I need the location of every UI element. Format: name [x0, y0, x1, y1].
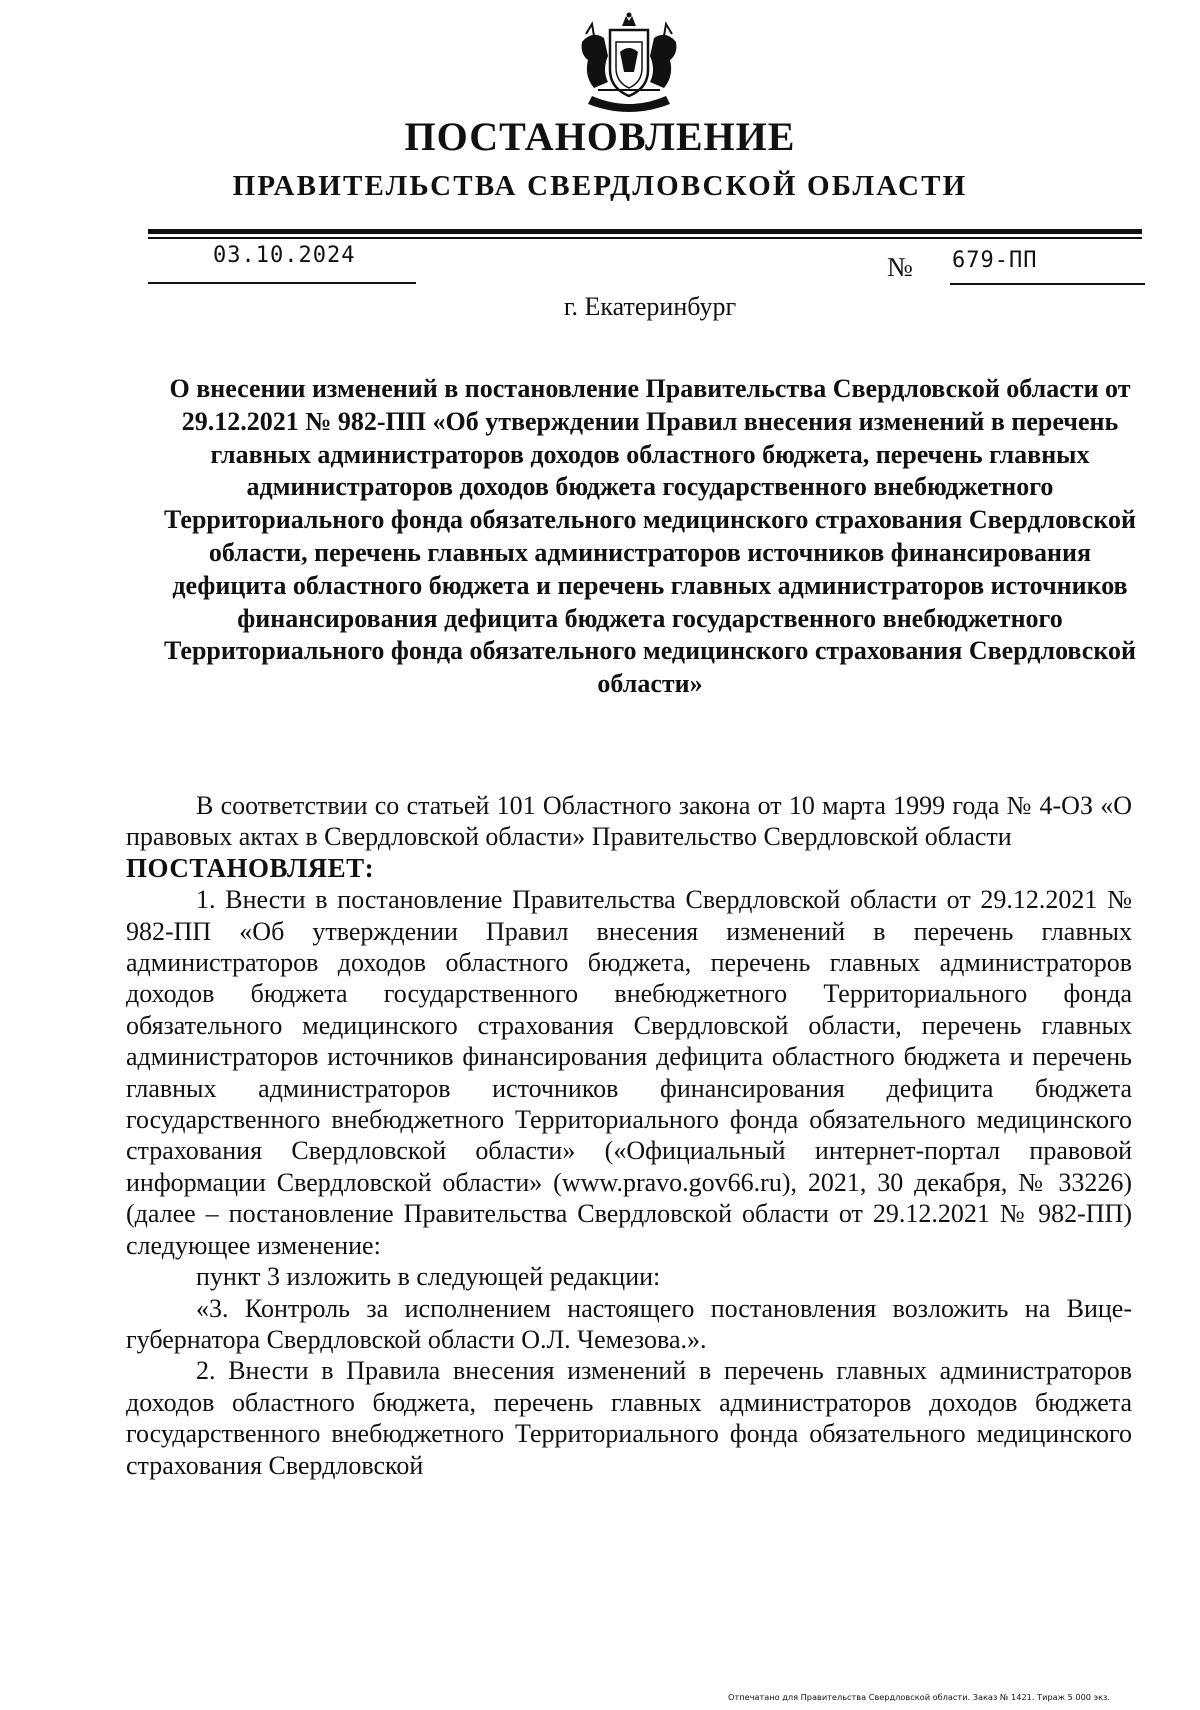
- document-subtitle: ПРАВИТЕЛЬСТВА СВЕРДЛОВСКОЙ ОБЛАСТИ: [232, 170, 968, 202]
- paragraph-3: «3. Контроль за исполнением настоящего постановления возложить на Вице-губернатора Свердловской области О.Л. Чемезова.».: [126, 1293, 1132, 1354]
- document-date: 03.10.2024: [213, 243, 356, 268]
- document-number: 679-ПП: [952, 248, 1038, 273]
- document-city: г. Екатеринбург: [563, 292, 737, 321]
- paragraph-1: 1. Внести в постановление Правительства Свердловской области от 29.12.2021 № 982-ПП «Об утверждении Правил внесения изменений в перечень главных администраторов доходов областного бюджета, перечень главных администраторов доходов бюджета государственного внебюджетного Территориального фонда обязательного медицинского страхования Свердловской области, перечень главных администраторов источников финансирования дефицита областного бюджета и перечень главных администраторов источников финансирования дефицита бюджета государственного внебюджетного Территориального фонда обязательного медицинского страхования Свердловской области» («Официальный интернет-портал правовой информации Свердловской области» (www.pravo.gov66.ru), 2021, 30 декабря, № 33226) (далее – постановление Правительства Свердловской области от 29.12.2021 № 982-ПП) следующее изменение:: [126, 885, 1132, 1260]
- paragraph-4: 2. Внести в Правила внесения изменений в перечень главных администраторов доходов областного бюджета, перечень главных администраторов доходов бюджета государственного внебюджетного Территориального фонда обязательного медицинского страхования Свердловской: [126, 1356, 1132, 1480]
- print-footer: Отпечатано для Правительства Свердловской области. Заказ № 1421. Тираж 5 000 экз.: [728, 1692, 1111, 1702]
- document-heading: О внесении изменений в постановление Правительства Свердловской области от 29.12.2021 № 982-ПП «Об утверждении Правил внесения изменений в перечень главных администраторов доходов областного бюджета, перечень главных администраторов доходов бюджета государственного внебюджетного Территориального фонда обязательного медицинского страхования Свердловской области, перечень главных администраторов источников финансирования дефицита областного бюджета и перечень главных администраторов источников финансирования дефицита бюджета государственного внебюджетного Территориального фонда обязательного медицинского страхования Свердловской области»: [164, 374, 1136, 699]
- coat-of-arms-emblem: [574, 12, 684, 116]
- decree-word: ПОСТАНОВЛЯЕТ:: [126, 852, 375, 883]
- header-rule-thin: [148, 237, 1142, 239]
- preamble-paragraph: В соответствии со статьей 101 Областного закона от 10 марта 1999 года № 4-ОЗ «О правовых актах в Свердловской области» Правительство Свердловской области: [126, 791, 1132, 852]
- number-underline: [950, 283, 1145, 285]
- header-rule-thick: [148, 229, 1142, 234]
- document-body: [126, 790, 1132, 1481]
- paragraph-2: пункт 3 изложить в следующей редакции:: [196, 1262, 661, 1292]
- date-underline: [148, 282, 416, 284]
- document-title: ПОСТАНОВЛЕНИЕ: [404, 114, 796, 159]
- number-sign: №: [887, 252, 913, 282]
